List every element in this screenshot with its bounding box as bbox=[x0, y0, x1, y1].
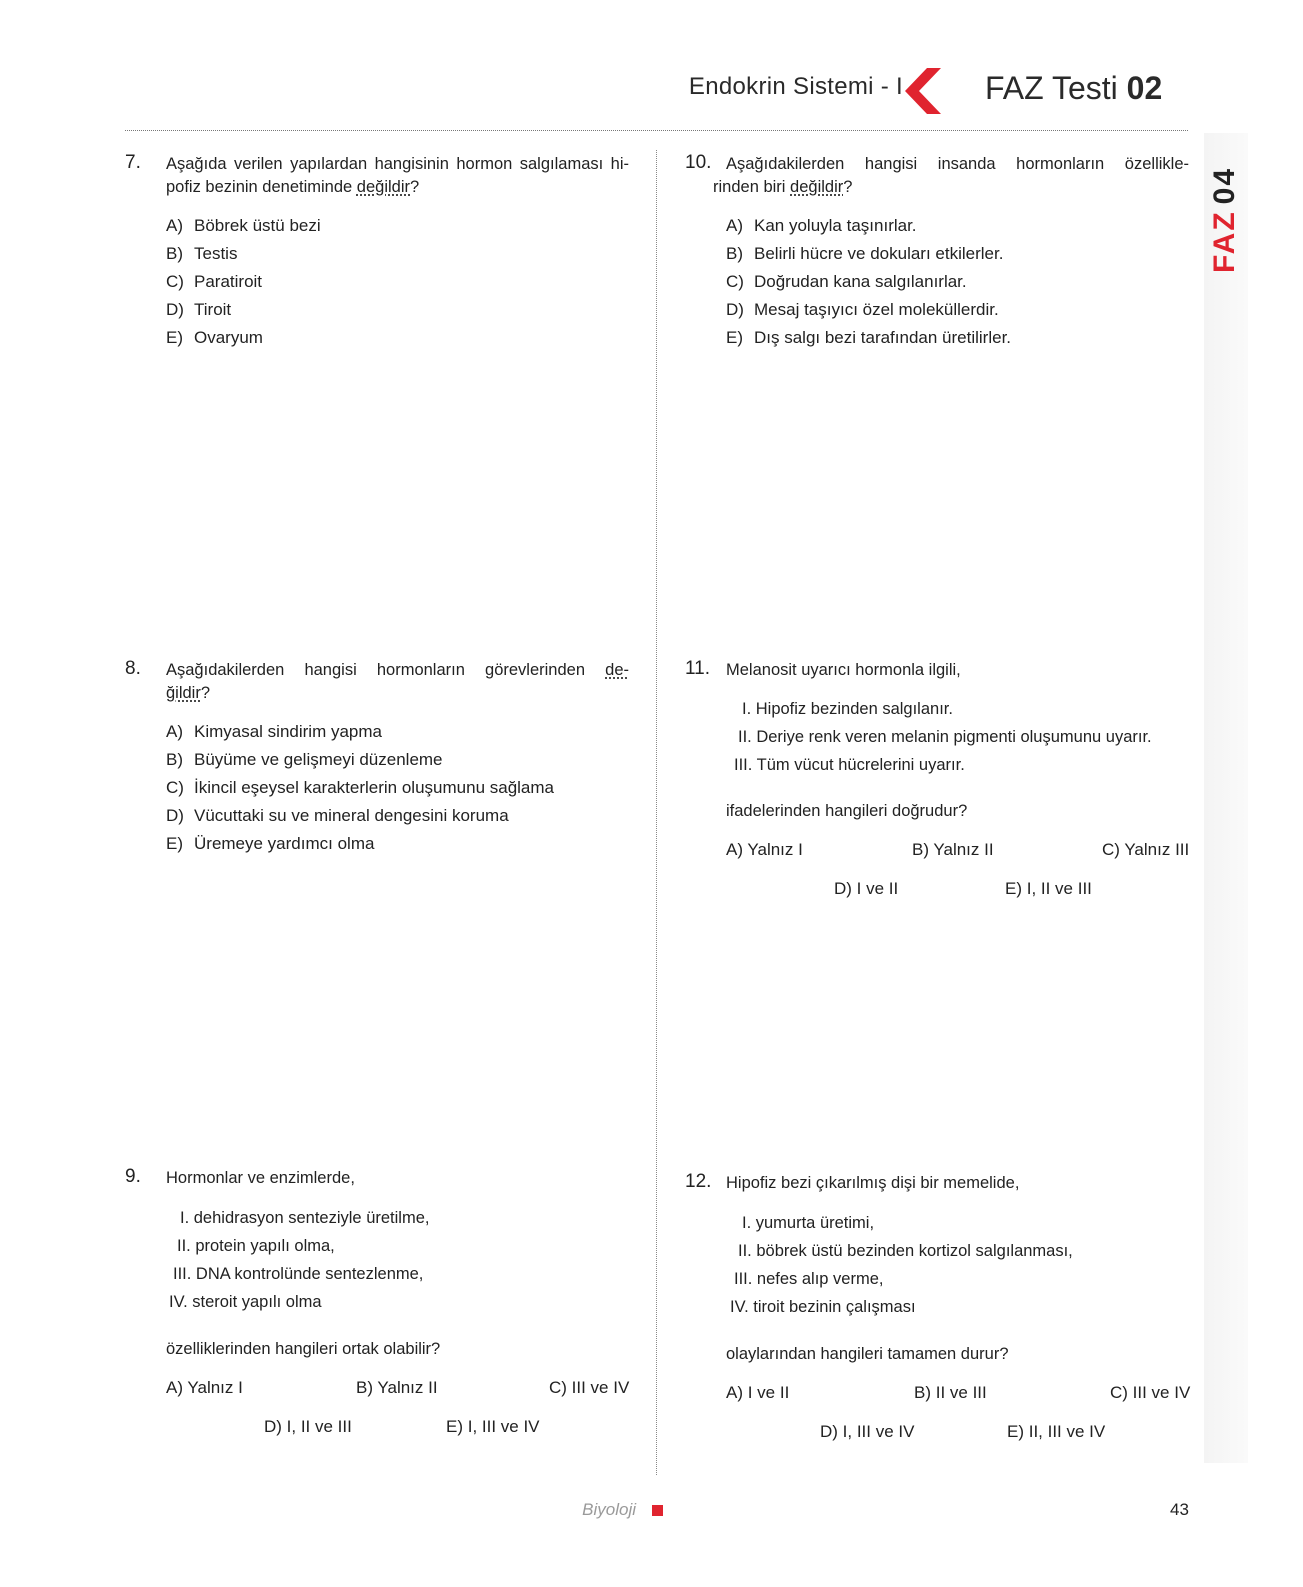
option-text: Üremeye yardımcı olma bbox=[194, 834, 375, 853]
question-10-number: 10. bbox=[685, 152, 712, 173]
answer-option: B) Yalnız II bbox=[912, 840, 994, 859]
question-8-stem-line1: Aşağıdakilerden hangisi hormonların görevlerinden de- bbox=[166, 661, 629, 679]
option-text: Belirli hücre ve dokuları etkilerler. bbox=[754, 244, 1004, 263]
question-8-stem-line2: ğildir? bbox=[166, 684, 211, 702]
page-number: 43 bbox=[1170, 1500, 1189, 1519]
question-7-stem-line2: pofiz bezinin denetiminde değildir? bbox=[166, 178, 420, 196]
option-letter: E) bbox=[166, 834, 183, 853]
option-letter: B) bbox=[166, 244, 183, 263]
answer-option: E) I, II ve III bbox=[1005, 879, 1092, 898]
header-topic: Endokrin Sistemi - I bbox=[688, 73, 903, 100]
footer-subject: Biyoloji bbox=[582, 1500, 636, 1519]
option-letter: A) bbox=[166, 722, 183, 741]
red-chevron-icon bbox=[903, 68, 953, 114]
answer-option: D) I, II ve III bbox=[264, 1417, 352, 1436]
option-letter: E) bbox=[166, 328, 183, 347]
question-8-number: 8. bbox=[125, 658, 141, 679]
option-text: Kan yoluyla taşınırlar. bbox=[754, 216, 917, 235]
option-text: Testis bbox=[194, 244, 238, 263]
option-letter: E) bbox=[726, 328, 743, 347]
negation-word: değildir bbox=[790, 178, 844, 196]
side-tab-label bbox=[1200, 160, 1252, 280]
column-divider bbox=[656, 150, 657, 1475]
answer-option: A) Yalnız I bbox=[726, 840, 803, 859]
question-7-stem-line1: Aşağıda verilen yapılardan hangisinin hormon salgılaması hi- bbox=[166, 155, 629, 173]
negation-word: de- bbox=[605, 661, 629, 679]
answer-option: E) I, III ve IV bbox=[446, 1417, 540, 1436]
question-10-stem-line1: Aşağıdakilerden hangisi insanda hormonların özellikle- bbox=[726, 155, 1189, 173]
answer-option: D) I, III ve IV bbox=[820, 1422, 915, 1441]
question-9-prompt: özelliklerinden hangileri ortak olabilir? bbox=[166, 1340, 441, 1358]
question-12-stem: Hipofiz bezi çıkarılmış dişi bir memelide, bbox=[726, 1174, 1020, 1192]
header-divider bbox=[125, 130, 1188, 131]
question-12-prompt: olaylarından hangileri tamamen durur? bbox=[726, 1345, 1009, 1363]
option-text: Kimyasal sindirim yapma bbox=[194, 722, 382, 741]
roman-item: II. protein yapılı olma, bbox=[177, 1237, 335, 1255]
test-title bbox=[985, 70, 1162, 107]
question-11-stem: Melanosit uyarıcı hormonla ilgili, bbox=[726, 661, 961, 679]
roman-item: I. dehidrasyon senteziyle üretilme, bbox=[180, 1209, 430, 1227]
option-letter: A) bbox=[166, 216, 183, 235]
side-tab-faz: FAZ bbox=[1207, 210, 1241, 274]
answer-option: A) Yalnız I bbox=[166, 1378, 243, 1397]
negation-word: ğildir bbox=[166, 684, 201, 702]
question-10-stem-line2: rinden biri değildir? bbox=[713, 178, 853, 196]
side-tab-text bbox=[1208, 167, 1241, 273]
option-letter: C) bbox=[166, 778, 184, 797]
option-letter: B) bbox=[726, 244, 743, 263]
option-text: Doğrudan kana salgılanırlar. bbox=[754, 272, 967, 291]
roman-item: III. Tüm vücut hücrelerini uyarır. bbox=[734, 756, 965, 774]
answer-option: D) I ve II bbox=[834, 879, 899, 898]
option-text: Mesaj taşıyıcı özel moleküllerdir. bbox=[754, 300, 999, 319]
answer-option: C) Yalnız III bbox=[1102, 840, 1190, 859]
question-11-number: 11. bbox=[685, 658, 711, 679]
red-square-icon bbox=[652, 1505, 663, 1516]
answer-option: A) I ve II bbox=[726, 1383, 790, 1402]
option-text: Dış salgı bezi tarafından üretilirler. bbox=[754, 328, 1012, 347]
question-7-number: 7. bbox=[125, 152, 141, 173]
roman-item: I. Hipofiz bezinden salgılanır. bbox=[742, 700, 953, 718]
option-text: Paratiroit bbox=[194, 272, 263, 291]
answer-option: B) II ve III bbox=[914, 1383, 987, 1402]
option-text: İkincil eşeysel karakterlerin oluşumunu sağlama bbox=[194, 778, 554, 797]
option-text: Büyüme ve gelişmeyi düzenleme bbox=[194, 750, 443, 769]
roman-item: III. DNA kontrolünde sentezlenme, bbox=[173, 1265, 424, 1283]
option-letter: D) bbox=[166, 300, 184, 319]
option-text: Böbrek üstü bezi bbox=[194, 216, 321, 235]
option-text: Vücuttaki su ve mineral dengesini koruma bbox=[194, 806, 509, 825]
option-letter: D) bbox=[726, 300, 744, 319]
question-9-stem: Hormonlar ve enzimlerde, bbox=[166, 1169, 355, 1187]
roman-item: IV. steroit yapılı olma bbox=[169, 1293, 322, 1311]
test-number: 02 bbox=[1126, 70, 1163, 106]
answer-option: C) III ve IV bbox=[1110, 1383, 1191, 1402]
question-11-prompt: ifadelerinden hangileri doğrudur? bbox=[726, 802, 968, 820]
roman-item: IV. tiroit bezinin çalışması bbox=[730, 1298, 916, 1316]
answer-option: B) Yalnız II bbox=[356, 1378, 438, 1397]
question-12-number: 12. bbox=[685, 1171, 712, 1192]
answer-option: C) III ve IV bbox=[549, 1378, 630, 1397]
question-9-number: 9. bbox=[125, 1166, 141, 1187]
roman-item: II. Deriye renk veren melanin pigmenti oluşumunu uyarır. bbox=[738, 728, 1152, 746]
roman-item: I. yumurta üretimi, bbox=[742, 1214, 875, 1232]
answer-option: E) II, III ve IV bbox=[1007, 1422, 1106, 1441]
roman-item: III. nefes alıp verme, bbox=[734, 1270, 884, 1288]
option-text: Tiroit bbox=[194, 300, 232, 319]
option-letter: A) bbox=[726, 216, 743, 235]
option-letter: B) bbox=[166, 750, 183, 769]
option-text: Ovaryum bbox=[194, 328, 263, 347]
side-tab bbox=[1204, 133, 1248, 1463]
test-prefix: FAZ Testi bbox=[985, 70, 1118, 106]
option-letter: C) bbox=[726, 272, 744, 291]
option-letter: C) bbox=[166, 272, 184, 291]
option-letter: D) bbox=[166, 806, 184, 825]
roman-item: II. böbrek üstü bezinden kortizol salgılanması, bbox=[738, 1242, 1073, 1260]
side-tab-number: 04 bbox=[1207, 166, 1241, 205]
negation-word: değildir bbox=[356, 178, 410, 196]
